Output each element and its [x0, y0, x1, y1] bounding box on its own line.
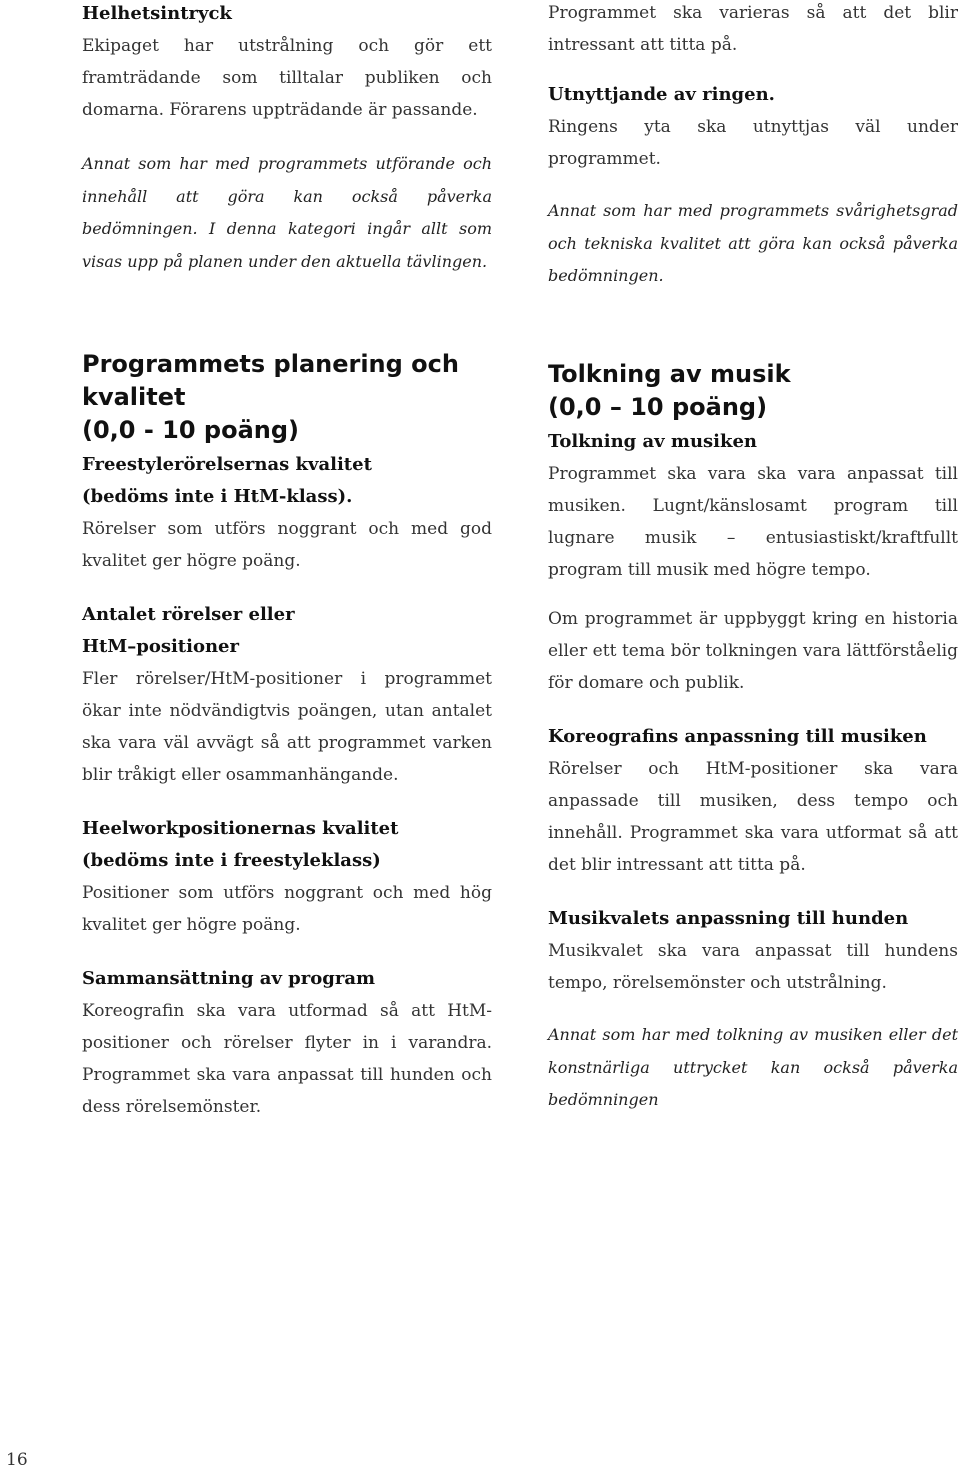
helhet-note: Annat som har med programmets utförande och innehåll att göra kan också påverka bedömningen. I denna kategori ingår allt som visas upp på planen under den aktuella tävlingen. — [82, 154, 492, 271]
helhet-body: Ekipaget har utstrålning och gör ett framträdande som tilltalar publiken och domarna. Förarens uppträdande är passande. — [82, 36, 492, 120]
musikval-body: Musikvalet ska vara anpassat till hundens tempo, rörelsemönster och utstrålning. — [548, 941, 958, 993]
antalet-heading-line2: HtM–positioner — [82, 636, 239, 657]
left-column — [82, 0, 492, 278]
planering-title-line2: kvalitet — [82, 383, 186, 411]
heelwork-heading-line1: Heelworkpositionernas kvalitet — [82, 818, 399, 839]
sammansattning-body: Koreografin ska vara utformad så att HtM-positioner och rörelser flyter in i varandra. Programmet ska vara anpassat till hunden och dess rörelsemönster. — [82, 1001, 492, 1117]
tolkning-body1: Programmet ska vara ska vara anpassat till musiken. Lugnt/känslosamt program till lugnare musik – entusiastiskt/kraftfullt program till musik med högre tempo. — [548, 464, 958, 580]
tolkning-sub: Tolkning av musiken — [548, 431, 758, 452]
helhet-heading: Helhetsintryck — [82, 3, 232, 24]
heelwork-body: Positioner som utförs noggrant och med hög kvalitet ger högre poäng. — [82, 883, 492, 935]
right-column-top — [548, 0, 958, 293]
utnyttjande-body: Ringens yta ska utnyttjas väl under programmet. — [548, 117, 958, 169]
planering-title-line1: Programmets planering och — [82, 350, 459, 378]
musikval-note: Annat som har med tolkning av musiken eller det konstnärliga uttrycket kan också påverka bedömningen — [548, 1025, 958, 1109]
heelwork-heading-line2: (bedöms inte i freestyleklass) — [82, 850, 381, 871]
page-number: 16 — [6, 1450, 28, 1470]
planering-title-line3: (0,0 - 10 poäng) — [82, 416, 300, 444]
utnyttjande-note: Annat som har med programmets svårighetsgrad och tekniska kvalitet att göra kan också påverka bedömningen. — [548, 201, 958, 285]
koreografi-body: Rörelser och HtM-positioner ska vara anpassade till musiken, dess tempo och innehåll. Programmet ska vara utformat så att det blir intressant att titta på. — [548, 759, 958, 875]
musikval-heading: Musikvalets anpassning till hunden — [548, 908, 909, 929]
planering-section — [82, 348, 492, 1123]
tolkning-title-line1: Tolkning av musik — [548, 360, 791, 388]
tolkning-body2: Om programmet är uppbyggt kring en historia eller ett tema bör tolkningen vara lättförståelig för domare och publik. — [548, 609, 958, 693]
antalet-body: Fler rörelser/HtM-positioner i programmet ökar inte nödvändigtvis poängen, utan antalet ska vara väl avvägt så att programmet varken blir tråkigt eller osammanhängande. — [82, 669, 492, 785]
koreografi-heading: Koreografins anpassning till musiken — [548, 726, 927, 747]
utnyttjande-heading: Utnyttjande av ringen. — [548, 84, 775, 105]
tolkning-section — [548, 358, 958, 1117]
sammansattning-heading: Sammansättning av program — [82, 968, 376, 989]
planering-body: Rörelser som utförs noggrant och med god kvalitet ger högre poäng. — [82, 519, 492, 571]
planering-sub-line1: Freestylerörelsernas kvalitet — [82, 454, 372, 475]
antalet-heading-line1: Antalet rörelser eller — [82, 604, 295, 625]
planering-sub-line2: (bedöms inte i HtM-klass). — [82, 486, 353, 507]
tolkning-title-line2: (0,0 – 10 poäng) — [548, 393, 768, 421]
intro-text: Programmet ska varieras så att det blir intressant att titta på. — [548, 3, 958, 55]
